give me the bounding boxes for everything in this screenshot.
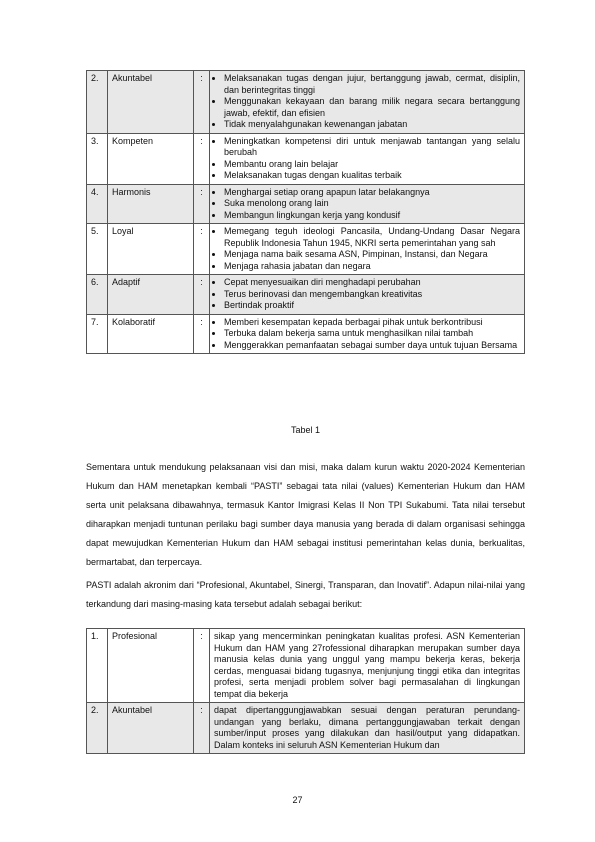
table-row bbox=[87, 184, 525, 224]
table-row bbox=[87, 703, 525, 754]
value-description bbox=[210, 71, 525, 134]
colon: : bbox=[194, 629, 210, 703]
list-item: • Membantu orang lain belajar bbox=[224, 159, 520, 171]
bullet-list bbox=[214, 277, 520, 312]
value-description bbox=[210, 184, 525, 224]
list-item: • Menjaga rahasia jabatan dan negara bbox=[224, 261, 520, 273]
bullet-list bbox=[214, 187, 520, 222]
colon: : bbox=[194, 224, 210, 275]
table-caption: Tabel 1 bbox=[290, 425, 321, 435]
row-number: 2. bbox=[87, 71, 108, 134]
value-description bbox=[210, 275, 525, 315]
row-number: 3. bbox=[87, 133, 108, 184]
colon: : bbox=[194, 71, 210, 134]
value-name: Profesional bbox=[108, 629, 194, 703]
row-number: 6. bbox=[87, 275, 108, 315]
value-name: Harmonis bbox=[108, 184, 194, 224]
paragraph-vision: Sementara untuk mendukung pelaksanaan visi dan misi, maka dalam kurun waktu 2020-2024 Kementerian Hukum dan HAM menetapkan kembali “PASTI” sebagai tata nilai (values) Kementerian Hukum dan HAM serta unit pelaksana dibawahnya, termasuk Kantor Imigrasi Kelas II Non TPI Sukabumi. Tata nilai tersebut diharapkan menjadi tuntunan perilaku bagi sumber daya manusia yang berada di dalam organisasi sehingga dapat mewujudkan Kementerian Hukum dan HAM sebagai institusi pemerintahan kelas dunia, berkualitas, bermartabat, dan terpercaya. bbox=[86, 462, 525, 567]
table-row bbox=[87, 314, 525, 354]
value-description: sikap yang mencerminkan peningkatan kualitas profesi. ASN Kementerian Hukum dan HAM yang 27rofessional diharapkan merupakan sumber daya manusia kelas dunia yang unggul yang mampu bekerja keras, bekerja cerdas, menguasai bidang tugasnya, menjunjung tinggi etika dan integritas profesi, serta menjadi problem solver bagi permasalahan di lingkungan tempat dia bekerja bbox=[210, 629, 525, 703]
page-number: 27 bbox=[292, 795, 303, 805]
bullet-list bbox=[214, 317, 520, 352]
list-item: • Melaksanakan tugas dengan jujur, bertanggung jawab, cermat, disiplin, dan berintegritas tinggi bbox=[224, 73, 520, 96]
list-item: • Cepat menyesuaikan diri menghadapi perubahan bbox=[224, 277, 520, 289]
row-number: 5. bbox=[87, 224, 108, 275]
list-item: • Menggerakkan pemanfaatan sebagai sumber daya untuk tujuan Bersama bbox=[224, 340, 520, 352]
row-number: 7. bbox=[87, 314, 108, 354]
row-number: 2. bbox=[87, 703, 108, 754]
value-name: Kompeten bbox=[108, 133, 194, 184]
bullet-list bbox=[214, 73, 520, 131]
value-description bbox=[210, 224, 525, 275]
list-item: • Menjaga nama baik sesama ASN, Pimpinan, Instansi, dan Negara bbox=[224, 249, 520, 261]
list-item: • Suka menolong orang lain bbox=[224, 198, 520, 210]
list-item: • Meningkatkan kompetensi diri untuk menjawab tantangan yang selalu berubah bbox=[224, 136, 520, 159]
value-name: Kolaboratif bbox=[108, 314, 194, 354]
table-row bbox=[87, 71, 525, 134]
list-item: • Menghargai setiap orang apapun latar belakangnya bbox=[224, 187, 520, 199]
colon: : bbox=[194, 184, 210, 224]
value-name: Loyal bbox=[108, 224, 194, 275]
colon: : bbox=[194, 703, 210, 754]
value-name: Akuntabel bbox=[108, 71, 194, 134]
colon: : bbox=[194, 314, 210, 354]
list-item: • Terbuka dalam bekerja sama untuk menghasilkan nilai tambah bbox=[224, 328, 520, 340]
list-item: • Membangun lingkungan kerja yang kondusif bbox=[224, 210, 520, 222]
list-item: • Bertindak proaktif bbox=[224, 300, 520, 312]
list-item: • Tidak menyalahgunakan kewenangan jabatan bbox=[224, 119, 520, 131]
colon: : bbox=[194, 133, 210, 184]
value-name: Adaptif bbox=[108, 275, 194, 315]
table-row bbox=[87, 133, 525, 184]
list-item: • Terus berinovasi dan mengembangkan kreativitas bbox=[224, 289, 520, 301]
value-description bbox=[210, 314, 525, 354]
value-name: Akuntabel bbox=[108, 703, 194, 754]
row-number: 4. bbox=[87, 184, 108, 224]
list-item: • Memberi kesempatan kepada berbagai pihak untuk berkontribusi bbox=[224, 317, 520, 329]
pasti-table bbox=[86, 628, 525, 754]
paragraph-pasti: PASTI adalah akronim dari “Profesional, Akuntabel, Sinergi, Transparan, dan Inovatif”. Adapun nilai-nilai yang terkandung dari masing-masing kata tersebut adalah sebagai berikut: bbox=[86, 580, 525, 609]
table-row bbox=[87, 275, 525, 315]
bullet-list bbox=[214, 136, 520, 182]
row-number: 1. bbox=[87, 629, 108, 703]
bullet-list bbox=[214, 226, 520, 272]
table-row bbox=[87, 629, 525, 703]
values-table bbox=[86, 70, 525, 354]
value-description bbox=[210, 133, 525, 184]
list-item: • Memegang teguh ideologi Pancasila, Undang-Undang Dasar Negara Republik Indonesia Tahun 1945, NKRI serta pemerintahan yang sah bbox=[224, 226, 520, 249]
value-description: dapat dipertanggungjawabkan sesuai dengan peraturan perundang-undangan yang berlaku, dimana pertanggungjawaban terkait dengan sumber/input proses yang dilakukan dan hasil/output yang didapatkan. Dalam konteks ini seluruh ASN Kementerian Hukum dan bbox=[210, 703, 525, 754]
table-row bbox=[87, 224, 525, 275]
list-item: • Melaksanakan tugas dengan kualitas terbaik bbox=[224, 170, 520, 182]
list-item: • Menggunakan kekayaan dan barang milik negara secara bertanggung jawab, efektif, dan efisien bbox=[224, 96, 520, 119]
colon: : bbox=[194, 275, 210, 315]
